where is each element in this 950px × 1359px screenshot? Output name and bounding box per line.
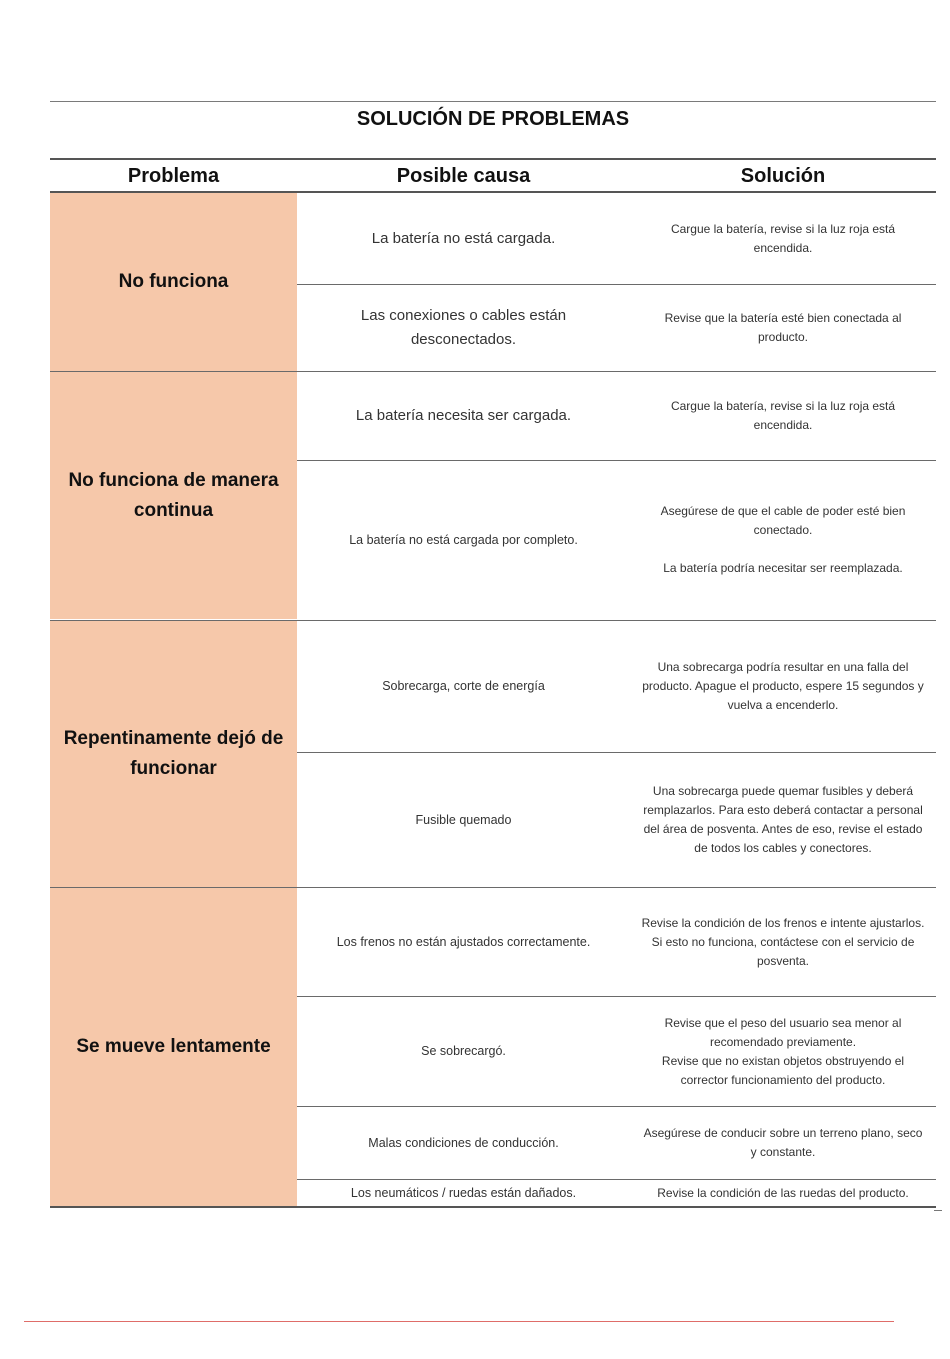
solution-cell: Asegúrese de conducir sobre un terreno plano, seco y constante.	[643, 1126, 923, 1159]
solution-cell: Cargue la batería, revise si la luz roja está encendida.	[670, 221, 896, 255]
solution-cell: Revise que el peso del usuario sea menor al recomendado previamente. Revise que no existan objetos obstruyendo el corrector funcionamiento del producto.	[661, 1015, 905, 1087]
problem-cell: No funciona	[50, 193, 297, 371]
solution-cell: Revise la condición de las ruedas del producto.	[657, 1185, 909, 1200]
cause-cell: Sobrecarga, corte de energía	[382, 678, 545, 693]
top-rule	[50, 101, 936, 102]
cause-cell: Fusible quemado	[415, 812, 512, 827]
problem-cell: No funciona de manera continua	[50, 372, 297, 619]
solution-cell: Asegúrese de que el cable de poder esté bien conectado. La batería podría necesitar ser reemplazada.	[660, 504, 906, 575]
cause-cell: Las conexiones o cables están desconectados.	[360, 307, 567, 348]
cause-cell: Se sobrecargó.	[421, 1044, 506, 1058]
cause-cell: Los neumáticos / ruedas están dañados.	[350, 1185, 577, 1200]
footer-line	[24, 1321, 894, 1322]
header-top-rule	[50, 158, 936, 160]
solution-cell: Revise que la batería esté bien conectada al producto.	[664, 311, 902, 344]
column-header-problem: Problema	[127, 165, 220, 187]
column-header-cause: Posible causa	[396, 165, 531, 187]
solution-cell: Una sobrecarga podría resultar en una falla del producto. Apague el producto, espere 15 segundos y vuelva a encenderlo.	[642, 659, 924, 712]
cause-cell: La batería no está cargada.	[371, 229, 556, 247]
corner-mark	[934, 1210, 942, 1211]
problem-cell: Se mueve lentamente	[50, 888, 297, 1206]
cause-cell: La batería necesita ser cargada.	[355, 407, 572, 424]
cause-cell: Malas condiciones de conducción.	[368, 1135, 559, 1150]
solution-cell: Cargue la batería, revise si la luz roja está encendida.	[670, 399, 896, 432]
cause-cell: La batería no está cargada por completo.	[349, 532, 578, 547]
problem-cell: Repentinamente dejó de funcionar	[50, 621, 297, 887]
column-header-solution: Solución	[740, 165, 826, 187]
solution-cell: Revise la condición de los frenos e intente ajustarlos. Si esto no funciona, contáctese con el servicio de posventa.	[641, 915, 925, 968]
table-title: SOLUCIÓN DE PROBLEMAS	[356, 108, 630, 130]
cause-cell: Los frenos no están ajustados correctamente.	[336, 934, 591, 949]
solution-cell: Una sobrecarga puede quemar fusibles y deberá remplazarlos. Para esto deberá contactar a personal del área de posventa. Antes de eso, revise el estado de todos los cables y conectores.	[643, 784, 923, 855]
table-bottom-rule	[50, 1206, 936, 1208]
